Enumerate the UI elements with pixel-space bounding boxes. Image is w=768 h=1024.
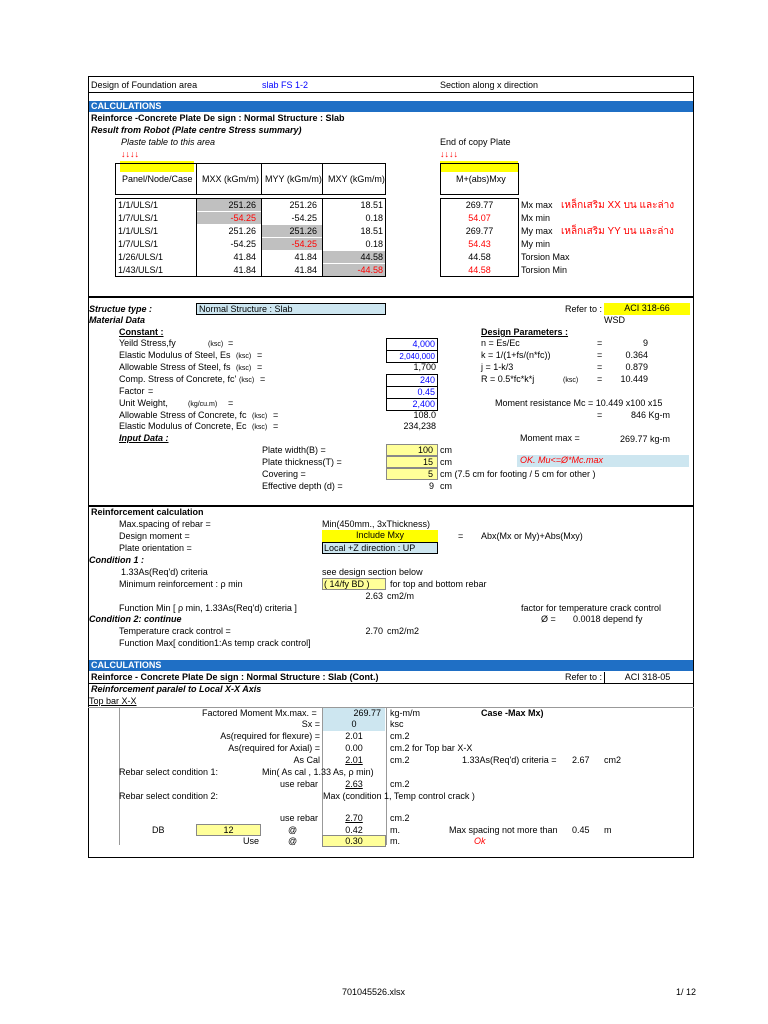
th-myy: MYY (kGm/m)	[265, 174, 322, 184]
crit-unit: cm2	[604, 755, 622, 765]
func-max: Function Max[ condition1:As temp crack control]	[119, 638, 311, 648]
paralel-title: Reinforcement paralel to Local X-X Axis	[91, 684, 262, 694]
cell-mxx: -54.25	[230, 213, 256, 223]
factored-value[interactable]: 269.77	[323, 708, 385, 720]
input-data-label: Input Data :	[119, 433, 169, 443]
as-axial-label: As(required for Axial) =	[228, 743, 320, 753]
moment-resistance: Moment resistance Mc = 10.449 x100 x15	[495, 398, 663, 408]
result-title: Result from Robot (Plate centre Stress summary)	[91, 125, 302, 135]
sel2-label: Rebar select condition 2:	[119, 791, 219, 801]
const-eq: =	[228, 398, 234, 408]
cell-mxx: 251.26	[228, 200, 256, 210]
mval: 54.43	[468, 239, 491, 249]
cell-panel: 1/26/ULS/1	[118, 252, 164, 262]
th-panel: Panel/Node/Case	[122, 174, 193, 184]
at-label-2: @	[288, 836, 298, 846]
cell-panel: 1/43/ULS/1	[118, 265, 164, 275]
as-cal-unit: cm.2	[390, 755, 410, 765]
grid-line	[386, 707, 387, 845]
const-eq: =	[273, 410, 279, 420]
const-eq: =	[260, 374, 266, 384]
use-rebar-label-2: use rebar	[280, 813, 319, 823]
input-value[interactable]: 15	[386, 456, 438, 468]
spacing-value: 0.42	[345, 825, 363, 835]
max-space-unit: m	[604, 825, 612, 835]
param-label: k = 1/(1+fs/(n*fc))	[481, 350, 551, 360]
cell-mxy: 0.18	[365, 213, 383, 223]
cell-mxy: 18.51	[360, 226, 383, 236]
use-label: Use	[243, 836, 260, 846]
const-value[interactable]: 2,040,000	[386, 350, 438, 363]
input-label: Effective depth (d) =	[262, 481, 343, 491]
c1-cm2m: cm2/m	[387, 591, 414, 601]
c1-14fy[interactable]: ( 14/fy BD )	[322, 578, 386, 590]
const-eq: =	[257, 350, 263, 360]
m-unit: m.	[390, 825, 400, 835]
param-label: R = 0.5*fc*k*j	[481, 374, 535, 384]
c1-forboth: for top and bottom rebar	[390, 579, 487, 589]
const-unit: (ksc)	[252, 413, 268, 420]
ok-check: OK. Mu<=Ø*Mc.max	[517, 455, 689, 467]
mlabel: Torsion Max	[521, 252, 570, 262]
footer-file: 701045526.xlsx	[342, 987, 406, 997]
calc-band-1: CALCULATIONS	[89, 101, 693, 112]
bottom-rule	[88, 857, 694, 858]
input-unit: cm	[440, 481, 452, 491]
crit-value: 2.67	[572, 755, 590, 765]
const-label: Allowable Stress of Concrete, fc	[119, 410, 247, 420]
sel1-value: Min( As cal , 1.33 As, ρ min)	[262, 767, 374, 777]
abx-formula: Abx(Mx or My)+Abs(Mxy)	[481, 531, 583, 541]
c1-263: 2.63	[365, 591, 383, 601]
th-mxx: MXX (kGm/m)	[202, 174, 259, 184]
temp-crack-val: 2.70	[365, 626, 383, 636]
at-label: @	[288, 825, 298, 835]
refer-label: Refer to :	[565, 304, 603, 314]
temp-crack-label: Temperature crack control =	[119, 626, 231, 636]
const-value: 108.0	[413, 410, 436, 420]
const-unit: (ksc)	[236, 353, 252, 360]
as-flex-value: 2.01	[345, 731, 363, 741]
const-unit: (kg/cu.m)	[188, 401, 218, 408]
cell-myy: 41.84	[294, 252, 317, 262]
local-z-value[interactable]: Local +Z direction : UP	[322, 542, 438, 554]
structure-type-value[interactable]: Normal Structure : Slab	[196, 303, 386, 315]
cell-mxy: 18.51	[360, 200, 383, 210]
rule	[88, 296, 694, 298]
mlabel: My min	[521, 239, 550, 249]
sx-unit: ksc	[390, 719, 404, 729]
cell-myy: -54.25	[291, 239, 317, 249]
rule	[88, 92, 694, 93]
const-label: Factor	[119, 386, 145, 396]
case-label: Case -Max Mx)	[481, 708, 544, 718]
db-value[interactable]: 12	[196, 824, 261, 836]
factored-unit: kg-m/m	[390, 708, 420, 718]
max-space-label: Max spacing not more than	[449, 825, 558, 835]
const-unit: (ksc)	[208, 341, 224, 348]
const-value: 1,700	[413, 362, 436, 372]
thai-note-yy: เหล็กเสริม YY บน และล่าง	[561, 226, 674, 237]
cell-mxx: 41.84	[233, 265, 256, 275]
use-rebar-value-1: 2.63	[345, 779, 363, 789]
cell-mxy: 44.58	[360, 252, 383, 262]
max-spacing-value: Min(450mm., 3xThickness)	[322, 519, 431, 529]
wsd-label: WSD	[604, 315, 625, 325]
constant-label: Constant :	[119, 327, 164, 337]
paste-label: Plaste table to this area	[121, 137, 216, 147]
const-unit: (ksc)	[252, 424, 268, 431]
design-params-label: Design Parameters :	[481, 327, 569, 337]
input-label: Plate thickness(T) =	[262, 457, 342, 467]
const-eq: =	[228, 338, 234, 348]
input-unit: cm	[440, 445, 452, 455]
param-value: 0.879	[625, 362, 648, 372]
footer-page: 1/ 12	[676, 987, 697, 997]
const-eq: =	[257, 362, 263, 372]
cond1-label: Condition 1 :	[89, 555, 144, 565]
cell-mxx: 41.84	[233, 252, 256, 262]
mlabel: Torsion Min	[521, 265, 568, 275]
cell-panel: 1/1/ULS/1	[118, 200, 159, 210]
use-rebar-unit-2: cm.2	[390, 813, 410, 823]
cell-mxx: 251.26	[228, 226, 256, 236]
mval: 269.77	[465, 226, 494, 236]
param-value: 0.364	[625, 350, 648, 360]
mlabel: Mx max	[521, 200, 553, 210]
mc-value: 846 Kg-m	[631, 410, 671, 420]
mlabel: Mx min	[521, 213, 550, 223]
cell-mxy: 0.18	[365, 239, 383, 249]
mval: 269.77	[465, 200, 494, 210]
input-value[interactable]: 100	[386, 444, 438, 456]
end-label: End of copy Plate	[440, 137, 511, 147]
sx-label: Sx =	[301, 719, 320, 729]
sx-value[interactable]: 0	[323, 719, 385, 731]
as-cal-label: As Cal	[293, 755, 320, 765]
const-value[interactable]: 4,000	[386, 338, 438, 351]
thai-note-xx: เหล็กเสริม XX บน และล่าง	[561, 200, 675, 211]
func-min: Function Min [ ρ min, 1.33As(Req'd) criteria ]	[119, 603, 297, 613]
db-label: DB	[152, 825, 165, 835]
const-label: Elastic Modulus of Concrete, Ec	[119, 421, 247, 431]
as-axial-unit: cm.2 for Top bar X-X	[390, 743, 473, 753]
reinforce-title: Reinforce -Concrete Plate De sign : Normal Structure : Slab	[91, 113, 345, 123]
cell-panel: 1/1/ULS/1	[118, 226, 159, 236]
param-eq: =	[597, 350, 603, 360]
phi-eq: Ø =	[541, 614, 556, 624]
param-label: j = 1-k/3	[481, 362, 514, 372]
as-axial-value: 0.00	[345, 743, 363, 753]
param-unit: (ksc)	[563, 377, 579, 384]
const-value[interactable]: 240	[386, 374, 438, 387]
m-unit-2: m.	[390, 836, 400, 846]
col-div	[196, 163, 197, 195]
const-value[interactable]: 0.45	[386, 386, 438, 399]
mlabel: My max	[521, 226, 553, 236]
c1-see: see design section below	[322, 567, 423, 577]
header-title: Design of Foundation area	[91, 80, 198, 90]
th-mxy: MXY (kGm/m)	[328, 174, 385, 184]
cell-myy: 41.84	[294, 265, 317, 275]
arrows-left: ↓↓↓↓	[121, 149, 139, 159]
reinf-title: Reinforcement calculation	[91, 507, 204, 517]
temp-crack-unit: cm2/m2	[387, 626, 420, 636]
mval: 44.58	[468, 252, 491, 262]
plate-orient-label: Plate orientation =	[119, 543, 192, 553]
param-label: n = Es/Ec	[481, 338, 520, 348]
include-mxy[interactable]: Include Mxy	[322, 530, 438, 542]
material-label: Material Data	[89, 315, 146, 325]
calc-band-2: CALCULATIONS	[89, 660, 693, 671]
input-value[interactable]: 5	[386, 468, 438, 480]
design-moment-label: Design moment =	[119, 531, 190, 541]
c1-line1: 1.33As(Req'd) criteria	[121, 567, 208, 577]
input-unit: cm	[440, 457, 452, 467]
const-value: 234,238	[403, 421, 436, 431]
th-mabs: M+(abs)Mxy	[456, 174, 506, 184]
phi-val: 0.0018 depend fy	[573, 614, 643, 624]
col-div	[261, 163, 262, 195]
const-label: Yeild Stress,fy	[119, 338, 176, 348]
crit-label: 1.33As(Req'd) criteria =	[462, 755, 557, 765]
input-value: 9	[428, 481, 434, 491]
refer-label-2: Refer to :	[565, 672, 603, 682]
as-flex-label: As(required for flexure) =	[220, 731, 320, 741]
cell-myy: -54.25	[291, 213, 317, 223]
col-div	[322, 163, 323, 195]
param-eq: =	[597, 374, 603, 384]
cell-mxy: -44.58	[357, 265, 383, 275]
moment-max-value: 269.77 kg-m	[620, 434, 671, 444]
as-flex-unit: cm.2	[390, 731, 410, 741]
const-value[interactable]: 2,400	[386, 398, 438, 411]
top-rule	[88, 76, 694, 77]
param-eq: =	[597, 338, 603, 348]
ok-label: Ok	[474, 836, 486, 846]
cell-myy: 251.26	[289, 226, 317, 236]
use-value[interactable]: 0.30	[322, 835, 386, 847]
cell-mxx: -54.25	[230, 239, 256, 249]
mc-eq: =	[597, 410, 603, 420]
param-value: 10.449	[620, 374, 648, 384]
factor-temp: factor for temperature crack control	[521, 603, 662, 613]
const-label: Elastic Modulus of Steel, Es	[119, 350, 231, 360]
reinforce-title-2: Reinforce - Concrete Plate De sign : Normal Structure : Slab (Cont.)	[91, 672, 379, 682]
const-unit: (ksc)	[236, 365, 252, 372]
const-label: Comp. Stress of Concrete, fc'	[119, 374, 237, 384]
c1-min: Minimum reinforcement : ρ min	[119, 579, 243, 589]
max-spacing-label: Max.spacing of rebar =	[119, 519, 211, 529]
use-rebar-value-2: 2.70	[345, 813, 363, 823]
header-section: Section along x direction	[440, 80, 539, 90]
use-rebar-label-1: use rebar	[280, 779, 319, 789]
as-cal-value: 2.01	[345, 755, 363, 765]
cell-panel: 1/7/ULS/1	[118, 213, 159, 223]
use-rebar-unit-1: cm.2	[390, 779, 410, 789]
cond2-label: Condition 2: continue	[89, 614, 182, 624]
input-label: Plate width(B) =	[262, 445, 326, 455]
sel2-value: Max (condition 1, Temp control crack )	[323, 791, 475, 801]
mval: 44.58	[468, 265, 491, 275]
design-moment-eq: =	[458, 531, 464, 541]
const-label: Allowable Stress of Steel, fs	[119, 362, 231, 372]
mval: 54.07	[468, 213, 491, 223]
max-space-value: 0.45	[572, 825, 590, 835]
const-label: Unit Weight,	[119, 398, 168, 408]
cell-myy: 251.26	[289, 200, 317, 210]
const-eq: =	[148, 386, 154, 396]
param-eq: =	[597, 362, 603, 372]
refer-value[interactable]: ACI 318-66	[604, 303, 690, 315]
factored-label: Factored Moment Mx.max. =	[202, 708, 317, 718]
const-unit: (ksc)	[239, 377, 255, 384]
input-unit: cm (7.5 cm for footing / 5 cm for other )	[440, 469, 596, 479]
cell-panel: 1/7/ULS/1	[118, 239, 159, 249]
const-eq: =	[273, 421, 279, 431]
header-slab: slab FS 1-2	[262, 80, 309, 90]
input-label: Covering =	[262, 469, 306, 479]
moment-max-label: Moment max =	[520, 433, 580, 443]
param-value: 9	[642, 338, 648, 348]
arrows-right: ↓↓↓↓	[440, 149, 458, 159]
top-bar-title: Top bar X-X	[89, 696, 137, 706]
refer-value-2: ACI 318-05	[604, 672, 690, 683]
sel1-label: Rebar select condition 1:	[119, 767, 219, 777]
structure-type-label: Structue type :	[89, 304, 153, 314]
